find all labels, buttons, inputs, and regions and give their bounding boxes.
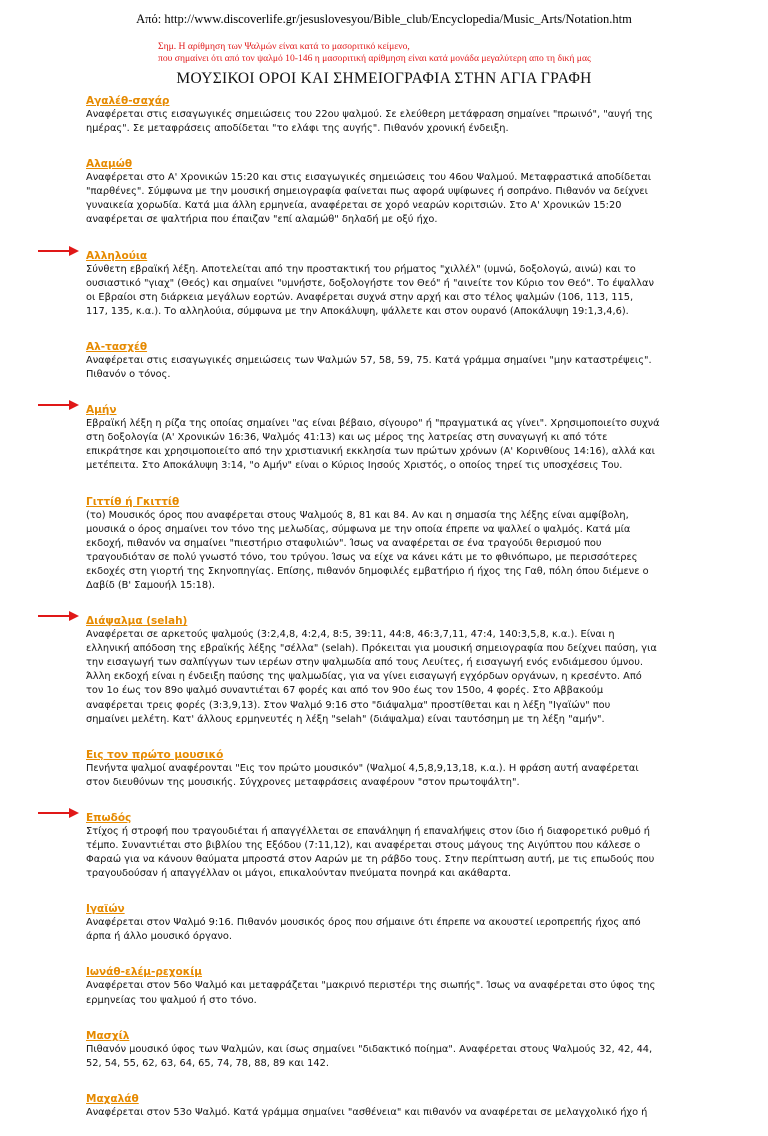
glossary-entry [86, 398, 686, 473]
glossary-entry [86, 743, 686, 790]
glossary-definition [86, 762, 686, 790]
glossary-entry [86, 152, 686, 227]
glossary-entry [86, 1024, 686, 1071]
definition-line: ερμηνείας του ψαλμού ή στο τόνο. [86, 994, 257, 1006]
definition-line: αναφέρεται τρεις φορές (3:3,9,13). Στον Ψαλμό 9:16 στο "διάψαλμα" προστίθεται και η λέξη "Ιγαϊών" που [86, 699, 611, 711]
glossary-definition [86, 1043, 686, 1071]
definition-line: άρπα ή άλλο μουσικό όργανο. [86, 931, 232, 943]
red-arrow-icon [36, 398, 80, 412]
glossary-term-link[interactable]: Αλ-τασχέθ [86, 340, 148, 353]
definition-line: Αναφέρεται στις εισαγωγικές σημειώσεις των Ψαλμών 57, 58, 59, 75. Κατά γράμμα σημαίνει "μην καταστρέψεις". [86, 354, 652, 366]
glossary-term-link[interactable]: Ιωνάθ-ελέμ-ρεχοκίμ [86, 966, 203, 979]
glossary-term-link[interactable]: Μαχαλάθ [86, 1092, 139, 1105]
definition-line: (το) Μουσικός όρος που αναφέρεται στους Ψαλμούς 8, 81 και 84. Αν και η σημασία της λέξης είναι αμφίβολη, [86, 509, 629, 521]
definition-line: μουσικά ο όρος σημαίνει τον τόνο της μελωδίας, σύμφωνα με την οποία έπρεπε να ψαλλεί ο ψαλμός. Κατά μία [86, 523, 631, 535]
red-arrow-icon [36, 806, 80, 820]
definition-line: στη δοξολογία (Α' Χρονικών 16:36, Ψαλμός 41:13) και ως μέρος της λατρείας στη συναγωγή κι από τότε [86, 432, 608, 444]
definition-line: επικράτησε και χρησιμοποιείτο από την χριστιανική εκκλησία των πρώτων χρόνων (Α' Κορινθίους 14:16), αλλά και [86, 446, 655, 458]
definition-line: 52, 54, 55, 62, 63, 64, 65, 74, 78, 88, 89 και 142. [86, 1057, 329, 1069]
definition-line: την εισαγωγή των σαλπίγγων των ιερέων στην ψαλμωδία από τους Λευίτες, ή εισαγωγή ενός ενδιάμεσου ύμνου. [86, 657, 643, 669]
definition-line: 117, 135, κ.α.). Το αλληλούια, σύμφωνα με την Αποκάλυψη, ψάλλετε και στον ουρανό (Αποκάλυψη 19:1,3,4,6). [86, 305, 629, 317]
definition-line: Αναφέρεται στις εισαγωγικές σημειώσεις του 22ου ψαλμού. Σε ελεύθερη μετάφραση σημαίνει "πρωινό", "αυγή της [86, 109, 653, 120]
glossary-definition [86, 263, 686, 319]
definition-line: αναφέρεται σε ψαλτήρια που έπαιζαν "επί αλαμώθ" δηλαδή με οξύ ήχο. [86, 214, 438, 226]
glossary-entry [86, 89, 686, 136]
definition-line: τραγουδιόταν σε πολύ γνωστό τόνο, του τρύγου. Ίσως να είχε να κάνει κάτι με το φθινόπωρο, με περισσότερες [86, 551, 638, 563]
glossary-term-link[interactable]: Αγαλέθ-σαχάρ [86, 95, 170, 107]
definition-line: γυναικεία χορωδία. Κατά μια άλλη ερμηνεία, αναφέρεται σε χορό νεαρών κοριτσιών. Στο Α' Χρονικών 15:20 [86, 200, 622, 212]
glossary-term-link[interactable]: Εις τον πρώτο μουσικό [86, 748, 224, 761]
glossary-definition [86, 979, 686, 1007]
glossary-entry [86, 960, 686, 1007]
glossary-entry [86, 806, 686, 881]
definition-line: εκδοχές στη γιορτή της Σκηνοπηγίας. Επίσης, πιθανόν δημοφιλές εμβατήριο ή ήχος της Γαθ, πόλη όπου διέμενε ο [86, 565, 649, 577]
definition-line: ελληνική απόδοση της εβραϊκής λέξης "σέλλα" (selah). Πρόκειται για μουσική σημειογραφία που δείχνει παύση, για [86, 643, 657, 655]
glossary-definition [86, 108, 686, 136]
definition-line: Φαραώ για να κάνουν θαύματα μπροστά στον Ααρών με τη ράβδο τους. Στην περίπτωση αυτή, με τις επωδούς που [86, 854, 655, 866]
glossary-entry [86, 335, 686, 382]
note-line: που σημαίνει ότι από τον ψαλμό 10-146 η μασοριτική αρίθμηση είναι κατά μονάδα μεγαλύτερη απο τη δική μας [158, 53, 591, 64]
red-arrow-icon [36, 609, 80, 623]
glossary-definition [86, 417, 686, 473]
definition-line: Εβραϊκή λέξη η ρίζα της οποίας σημαίνει "ας είναι βέβαιο, σίγουρο" ή "πραγματικά ας γίνει". Χρησιμοποιείτο συχνά [86, 418, 660, 430]
glossary-entry [86, 244, 686, 319]
glossary-definition [86, 825, 686, 881]
numbering-note [158, 41, 758, 65]
glossary-term-link[interactable]: Διάψαλμα (selah) [86, 615, 188, 628]
red-arrow-icon [36, 244, 80, 258]
definition-line: στον διευθύνων της μουσικής. Σύγχρονες μεταφράσεις αναφέρουν "στον πρωτοψάλτη". [86, 776, 520, 788]
glossary-definition [86, 628, 686, 727]
glossary-term-link[interactable]: Μασχίλ [86, 1029, 130, 1042]
definition-line: Πιθανόν ο τόνος. [86, 369, 171, 381]
glossary-term-link[interactable]: Αλληλούια [86, 249, 148, 262]
definition-line: Άλλη εκδοχή είναι η ένδειξη παύσης της ψαλμωδίας, για να γίνει εισαγωγή εγχόρδων οργάνων, η κρεσέντο. Από [86, 671, 642, 683]
definition-line: Αναφέρεται στον Ψαλμό 9:16. Πιθανόν μουσικός όρος που σήμαινε ότι έπρεπε να ακουστεί ιεροπρεπής ήχος από [86, 917, 641, 929]
definition-line: "παρθένες". Σύμφωνα με την μουσική σημειογραφία φαίνεται πως αφορά υψίφωνες ή σοπράνο. Πιθανόν να δείχνει [86, 186, 648, 198]
glossary-entry [86, 490, 686, 594]
definition-line: μετέπειτα. Στο Αποκάλυψη 3:14, "ο Αμήν" είναι ο Κύριος Ιησούς Χριστός, ο οποίος τηρεί τις υποσχέσεις Του. [86, 460, 623, 472]
glossary-term-link[interactable]: Επωδός [86, 811, 132, 824]
definition-line: Αναφέρεται σε αρκετούς ψαλμούς (3:2,4,8, 4:2,4, 8:5, 39:11, 44:8, 46:3,7,11, 47:4, 140:3,5,8, κ.α.). Είναι η [86, 629, 615, 641]
definition-line: Πιθανόν μουσικό ύφος των Ψαλμών, και ίσως σημαίνει "διδακτικό ποίημα". Αναφέρεται στους Ψαλμούς 32, 42, 44, [86, 1043, 653, 1055]
definition-line: ημέρας". Σε μεταφράσεις αποδίδεται "το ελάφι της αυγής". Πιθανόν χρονική ένδειξη. [86, 123, 509, 135]
glossary-term-link[interactable]: Ιγαϊών [86, 903, 125, 916]
definition-line: ουσιαστικό "γιαχ" (Θεός) και σημαίνει "υμνήστε, δοξολογήστε τον Θεό" ή "αινείτε τον Κύριο τον Θεό". Το έψαλλαν [86, 277, 654, 289]
glossary-list [86, 89, 686, 1136]
definition-line: τραγουδούσαν ή απαγγέλλαν οι μάγοι, επικαλούνταν πνεύματα πονηρά και ακάθαρτα. [86, 868, 512, 880]
definition-line: Αναφέρεται στο Α' Χρονικών 15:20 και στις εισαγωγικές σημειώσεις του 46ου Ψαλμού. Μεταφραστικά αποδίδεται [86, 172, 652, 184]
definition-line: τέμπο. Συναντιέται στο βιβλίου της Εξόδου (7:11,12), και αναφέρεται στους μάγους της Αιγύπτου που κάλεσε ο [86, 840, 641, 851]
page-title: ΜΟΥΣΙΚΟΙ ΟΡΟΙ ΚΑΙ ΣΗΜΕΙΟΓΡΑΦΙΑ ΣΤΗΝ ΑΓΙΑ ΓΡΑΦΗ [176, 70, 592, 87]
glossary-entry [86, 1087, 686, 1120]
definition-line: τον 1ο έως τον 89ο ψαλμό συναντιέται 67 φορές και από τον 90ο έως τον 150ο, 4 φορές. Στο Αββακούμ [86, 685, 604, 697]
glossary-definition [86, 354, 686, 382]
glossary-term-link[interactable]: Αμήν [86, 404, 117, 417]
definition-line: Δαβίδ (Β' Σαμουήλ 15:18). [86, 579, 216, 591]
definition-line: Αναφέρεται στον 56ο Ψαλμό και μεταφράζεται "μακρινό περιστέρι της σιωπής". Ίσως να αναφέρεται στο ύφος της [86, 980, 656, 992]
definition-line: Αναφέρεται στον 53ο Ψαλμό. Κατά γράμμα σημαίνει "ασθένεια" και πιθανόν να αναφέρεται σε μελαγχολικό ήχο ή [86, 1106, 648, 1118]
note-line: Σημ. Η αρίθμηση των Ψαλμών είναι κατά το μασοριτικό κείμενο, [158, 41, 410, 52]
definition-line: σημαίνει μελέτη. Κατ' άλλους ερμηνευτές η λέξη "selah" (διάψαλμα) είναι ταυτόσημη με τη λέξη "αμήν". [86, 713, 605, 725]
definition-line: οι Εβραίοι στη διάρκεια μεγάλων εορτών. Αναφέρεται συχνά στην αρχή και στο τέλος ψαλμών (106, 113, 115, [86, 291, 634, 303]
source-url[interactable]: Από: http://www.discoverlife.gr/jesuslovesyou/Bible_club/Encyclopedia/Music_Arts/Notation.htm [136, 12, 632, 26]
definition-line: Σύνθετη εβραϊκή λέξη. Αποτελείται από την προστακτική του ρήματος "χιλλέλ" (υμνώ, δοξολογώ, αινώ) και το [86, 263, 636, 275]
glossary-definition [86, 509, 686, 594]
definition-line: Πενήντα ψαλμοί αναφέρονται "Εις τον πρώτο μουσικόν" (Ψαλμοί 4,5,8,9,13,18, κ.α.). Η φράση αυτή αναφέρεται [86, 762, 639, 774]
definition-line: Στίχος ή στροφή που τραγουδιέται ή απαγγέλλεται σε επανάληψη ή επαναλήψεις στον ίδιο ή διαφορετικό ρυθμό ή [86, 825, 651, 837]
glossary-entry [86, 609, 686, 727]
glossary-definition [86, 171, 686, 227]
glossary-entry [86, 897, 686, 944]
glossary-term-link[interactable]: Αλαμώθ [86, 158, 133, 171]
glossary-definition [86, 1106, 686, 1120]
definition-line: εκδοχή, πιθανόν να σημαίνει "πιεστήριο σταφυλιών". Ίσως να αναφέρεται σε ένα τραγούδι θερισμού που [86, 537, 602, 549]
glossary-term-link[interactable]: Γιττίθ ή Γκιττίθ [86, 495, 180, 508]
glossary-definition [86, 916, 686, 944]
